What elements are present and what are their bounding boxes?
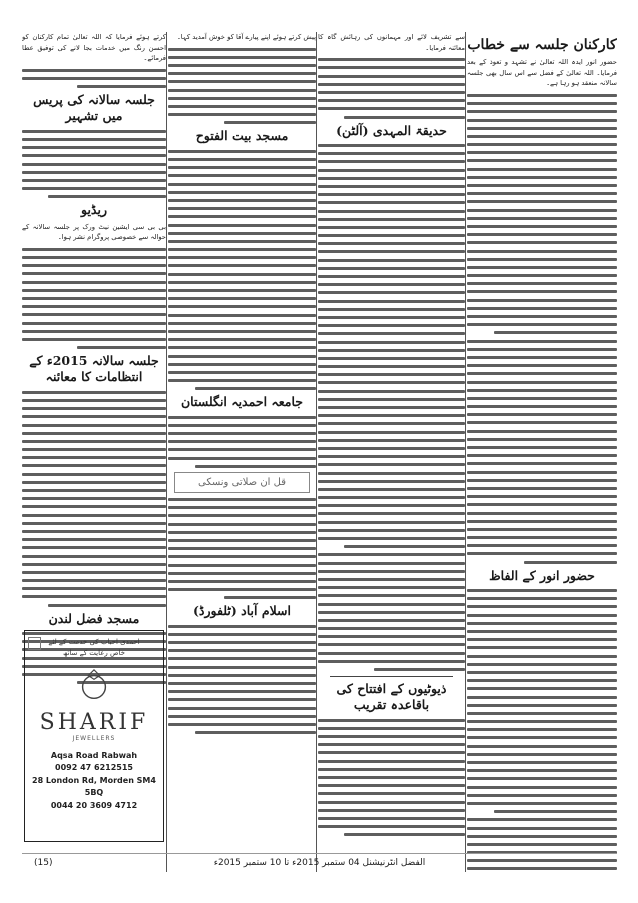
- page-footer: [22, 858, 617, 872]
- text-block: [318, 553, 465, 671]
- ring-logo-icon: [75, 666, 113, 704]
- heading-fazl-mosque: مسجد فضل لندن: [48, 610, 140, 626]
- text-block: [467, 340, 617, 564]
- text-block: [467, 589, 617, 813]
- text-block: [22, 130, 166, 199]
- column-2: [318, 32, 465, 872]
- jeweller-advertisement: [24, 630, 164, 842]
- column-rule: [166, 32, 167, 872]
- text-block: [168, 625, 316, 734]
- text-block: [168, 150, 316, 390]
- newspaper-page: [22, 14, 617, 872]
- page-number: (15): [34, 858, 53, 868]
- ad-corner-mark: [28, 637, 41, 650]
- ad-address-rabwah: Aqsa Road Rabwah: [50, 751, 138, 760]
- column-rule: [316, 32, 317, 872]
- text-block: [318, 719, 465, 837]
- column-rule: [465, 32, 466, 872]
- ad-urdu-text: احمدی احباب کی خدمت کے لئے خاص رعایت کے ساتھ: [48, 638, 140, 657]
- text-block: [168, 416, 316, 468]
- text-block: [467, 94, 617, 334]
- text-block: [22, 391, 166, 607]
- article-text: سے تشریف لائے اور مہمانوں کی رہائش گاہ کا معائنہ فرمایا۔: [318, 33, 465, 52]
- article-text: کرتے ہوئے فرمایا کہ اللہ تعالیٰ تمام کارکنان کو احسن رنگ میں خدمات بجا لانے کی توفیق عطا فرمائے۔: [22, 33, 166, 63]
- heading-radio: ریڈیو: [80, 202, 107, 218]
- text-block: [318, 144, 465, 548]
- article-intro: حضور انور ایدہ اللہ تعالیٰ نے تشہد و تعوذ کے بعد فرمایا۔ اللہ تعالیٰ کے فضل سے اس سال بھی جلسہ سالانہ منعقد ہو رہا ہے۔: [467, 58, 617, 88]
- article-text: پیش کرتے ہوئے اپنے پیارے آقا کو خوش آمدید کہا۔: [176, 33, 316, 41]
- heading-hadiqatul-mahdi: حدیقۃ المہدی (آلٹن): [336, 122, 447, 138]
- text-block: [22, 69, 166, 88]
- issue-date: الفضل انٹرنیشنل 04 ستمبر 2015ء تا 10 ستمبر 2015ء: [213, 858, 426, 868]
- heading-baitul-futuh: مسجد بیت الفتوح: [195, 128, 289, 144]
- ad-brand-sub: JEWELLERS: [72, 735, 116, 742]
- text-block: [22, 248, 166, 349]
- heading-press-coverage: جلسہ سالانہ کی پریس میں تشہیر: [33, 92, 155, 124]
- heading-staff-address: کارکنان جلسہ سے خطاب: [467, 37, 617, 53]
- heading-duties-inauguration: ذیوٹیوں کے افتتاح کی باقاعدہ تقریب: [336, 681, 447, 713]
- ad-phone-london: 0044 20 3609 4712: [50, 800, 138, 810]
- footer-rule: [22, 853, 617, 854]
- ad-brand-name: SHARIF: [39, 710, 149, 735]
- heading-huzoor-words: حضور انور کے الفاظ: [489, 567, 595, 583]
- ad-address-london: 28 London Rd, Morden SM4 5BQ: [32, 775, 156, 798]
- heading-islamabad: اسلام آباد (ٹلفورڈ): [192, 603, 291, 619]
- column-3: [168, 32, 316, 872]
- article-text: بی بی سی ایشین نیٹ ورک پر جلسہ سالانہ کے حوالہ سے خصوصی پروگرام نشر ہوا۔: [22, 222, 166, 242]
- quranic-verse: قل ان صلاتی ونسکی: [174, 472, 310, 493]
- text-block: [318, 58, 465, 118]
- text-block: [168, 498, 316, 599]
- text-block: [168, 48, 316, 125]
- section-divider: [330, 676, 453, 677]
- ad-phone-rabwah: 0092 47 6212515: [55, 763, 133, 773]
- column-1: [467, 32, 617, 872]
- heading-jamia-ahmadiyya: جامعہ احمدیہ انگلستان: [181, 394, 303, 410]
- heading-arrangements-inspection: جلسہ سالانہ 2015ء کے انتظامات کا معائنہ: [29, 353, 159, 385]
